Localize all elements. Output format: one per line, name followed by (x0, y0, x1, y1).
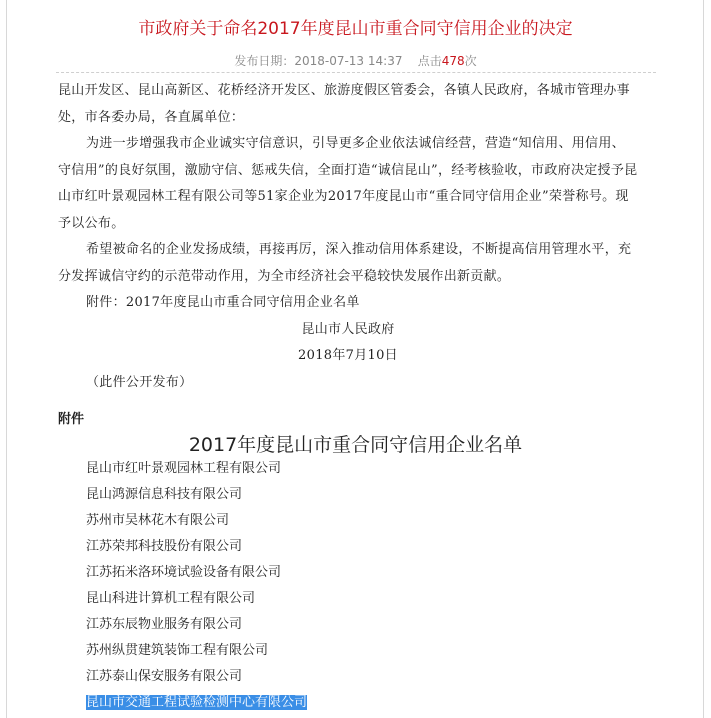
list-item: 江苏荣邦科技股份有限公司 (86, 539, 243, 554)
list-item: 苏州纵贯建筑装饰工程有限公司 (86, 643, 269, 658)
paragraph-1: 为进一步增强我市企业诚实守信意识，引导更多企业依法诚信经营，营造“知信用、用信用、守信用”的良好氛围，激励守信、惩戒失信，全面打造“诚信昆山”，经考核验收，市政府决定授予昆山市红叶景观园林工程有限公司等51家企业为2017年度昆山市“重合同守信用企业”荣誉称号。现予以公布。 (58, 136, 638, 231)
click-count: 478 (441, 54, 465, 68)
attachment-line: 附件：2017年度昆山市重合同守信用企业名单 (86, 295, 360, 310)
click-count-label: 点击 (417, 54, 442, 68)
paragraph-2: 希望被命名的企业发扬成绩，再接再厉，深入推动信用体系建设，不断提高信用管理水平，充分发挥诚信守约的示范带动作用，为全市经济社会平稳较快发展作出新贡献。 (58, 242, 632, 284)
list-item: 江苏泰山保安服务有限公司 (86, 669, 243, 684)
company-list (86, 456, 307, 716)
list-item: 苏州市吴林花木有限公司 (86, 513, 230, 528)
list-item: 昆山市红叶景观园林工程有限公司 (86, 461, 282, 476)
click-count-unit: 次 (464, 54, 477, 68)
document-date: 2018年7月10日 (298, 348, 398, 363)
list-item: 江苏拓米洛环境试验设备有限公司 (86, 565, 282, 580)
list-item: 昆山科进计算机工程有限公司 (86, 591, 256, 606)
publish-note: （此件公开发布） (86, 374, 193, 390)
list-item-selected[interactable]: 昆山市交通工程试验检测中心有限公司 (86, 695, 308, 710)
meta-divider (56, 72, 656, 73)
publish-date: 2018-07-13 14:37 (294, 54, 403, 68)
attachment-title: 2017年度昆山市重合同守信用企业名单 (188, 434, 523, 456)
list-item: 昆山鸿源信息科技有限公司 (86, 487, 243, 502)
attachment-label: 附件 (58, 412, 85, 427)
publish-date-label: 发布日期： (234, 54, 295, 68)
article-title: 市政府关于命名2017年度昆山市重合同守信用企业的决定 (138, 19, 573, 39)
article-body (58, 78, 638, 396)
recipients: 昆山开发区、昆山高新区、花桥经济开发区、旅游度假区管委会，各镇人民政府，各城市管理办事处，市各委办局，各直属单位： (58, 83, 630, 125)
list-item: 江苏东辰物业服务有限公司 (86, 617, 243, 632)
article-meta (0, 52, 711, 69)
signature: 昆山市人民政府 (301, 321, 395, 337)
